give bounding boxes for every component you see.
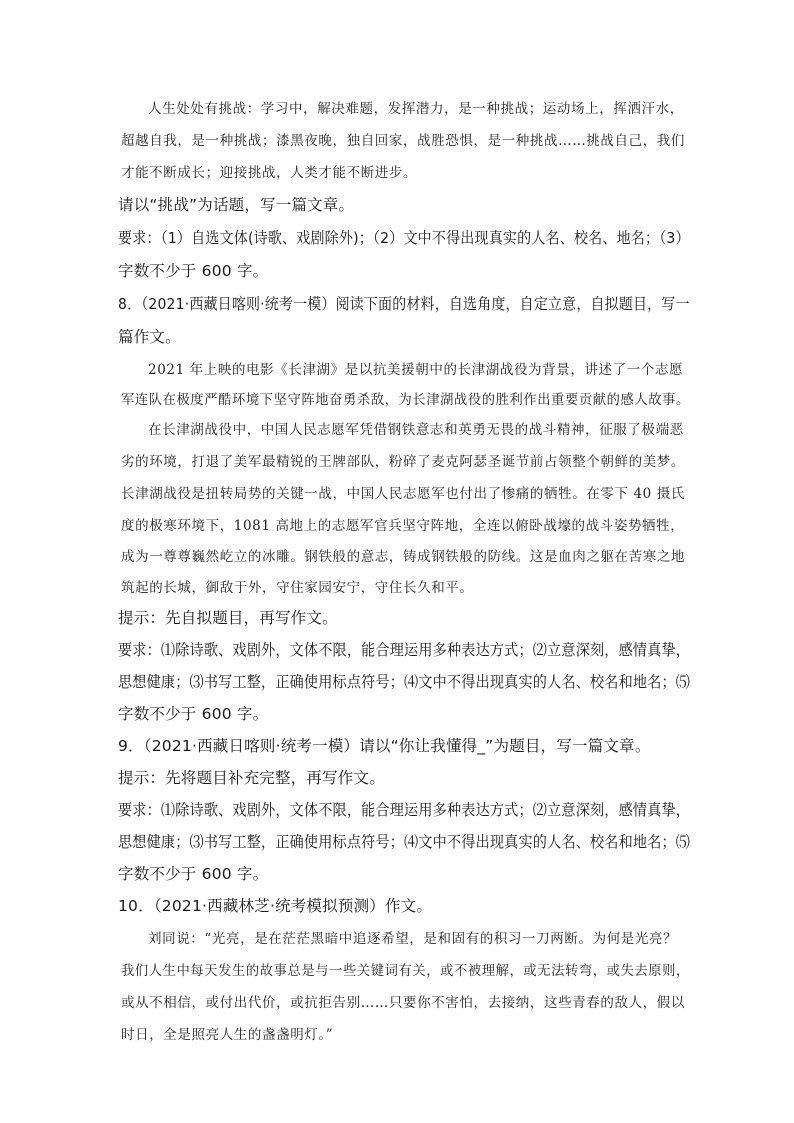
material-line: 筑起的长城，御敌于外，守住家园安宁，守住长久和平。 (121, 580, 474, 596)
requirements-line: 字数不少于 600 字。 (118, 705, 269, 723)
material-line: 劣的环境，打退了美军最精锐的王牌部队，粉碎了麦克阿瑟圣诞节前占领整个朝鲜的美梦。 (121, 454, 685, 470)
requirements-line: 字数不少于 600 字。 (118, 865, 269, 883)
material-line: 超越自我，是一种挑战；漆黑夜晚，独自回家，战胜恐惧，是一种挑战……挑战自己，我们 (121, 133, 685, 149)
requirements-line: 思想健康；⑶书写工整，正确使用标点符号；⑷文中不得出现真实的人名、校名和地名；⑸ (118, 673, 691, 691)
requirements-line: 字数不少于 600 字。 (118, 262, 269, 280)
question-line: 8．（2021·西藏日喀则·统考一模）阅读下面的材料，自选角度，自定立意，自拟题目，写一 (118, 295, 690, 313)
material-line: 或从不相信，或付出代价，或抗拒告别……只要你不害怕，去接纳，这些青春的敌人，假以 (121, 995, 685, 1011)
requirements-line: 要求：（1）自选文体(诗歌、戏剧除外)；（2）文中不得出现真实的人名、校名、地名；（3） (118, 229, 690, 247)
hint-line: 提示：先自拟题目，再写作文。 (118, 609, 338, 627)
question-line: 10．（2021·西藏林芝·统考模拟预测）作文。 (118, 897, 433, 915)
requirements-line: 要求：⑴除诗歌、戏剧外，文体不限，能合理运用多种表达方式；⑵立意深刻，感情真挚， (118, 641, 691, 659)
material-line: 军连队在极度严酷环境下坚守阵地奋勇杀敌，为长津湖战役的胜利作出重要贡献的感人故事。 (121, 392, 690, 408)
requirements-line: 思想健康；⑶书写工整，正确使用标点符号；⑷文中不得出现真实的人名、校名和地名；⑸ (118, 833, 691, 851)
material-line: 时日，全是照亮人生的盏盏明灯。” (121, 1027, 334, 1043)
requirements-line: 要求：⑴除诗歌、戏剧外，文体不限，能合理运用多种表达方式；⑵立意深刻，感情真挚， (118, 801, 691, 819)
material-line: 才能不断成长；迎接挑战，人类才能不断进步。 (121, 165, 418, 181)
material-line: 我们人生中每天发生的故事总是与一些关键词有关，或不被理解，或无法转弯，或失去原则， (121, 963, 690, 979)
material-line: 成为一尊尊巍然屹立的冰雕。钢铁般的意志，铸成钢铁般的防线。这是血肉之躯在苦寒之地 (121, 549, 685, 565)
material-line: 人生处处有挑战：学习中，解决难题，发挥潜力，是一种挑战；运动场上，挥洒汗水， (148, 101, 684, 117)
question-line: 9．（2021·西藏日喀则·统考一模）请以“你让我懂得_”为题目，写一篇文章。 (118, 737, 651, 755)
material-line: 2021 年上映的电影《长津湖》是以抗美援朝中的长津湖战役为背景，讲述了一个志愿 (148, 362, 684, 378)
question-line: 篇作文。 (118, 328, 181, 346)
material-line: 在长津湖战役中，中国人民志愿军凭借钢铁意志和英勇无畏的战斗精神，征服了极端恶 (148, 422, 684, 438)
hint-line: 提示：先将题目补充完整，再写作文。 (118, 769, 385, 787)
material-line: 长津湖战役是扭转局势的关键一战，中国人民志愿军也付出了惨痛的牺牲。在零下 40 摄氏 (121, 486, 685, 502)
material-line: 度的极寒环境下，1081 高地上的志愿军官兵坚守阵地，全连以俯卧战壕的战斗姿势牺牲， (121, 518, 685, 534)
prompt-line: 请以“挑战”为话题，写一篇文章。 (118, 196, 355, 214)
material-line: 刘同说：“光亮，是在茫茫黑暗中追逐希望，是和固有的积习一刀两断。为何是光亮？ (148, 931, 678, 947)
